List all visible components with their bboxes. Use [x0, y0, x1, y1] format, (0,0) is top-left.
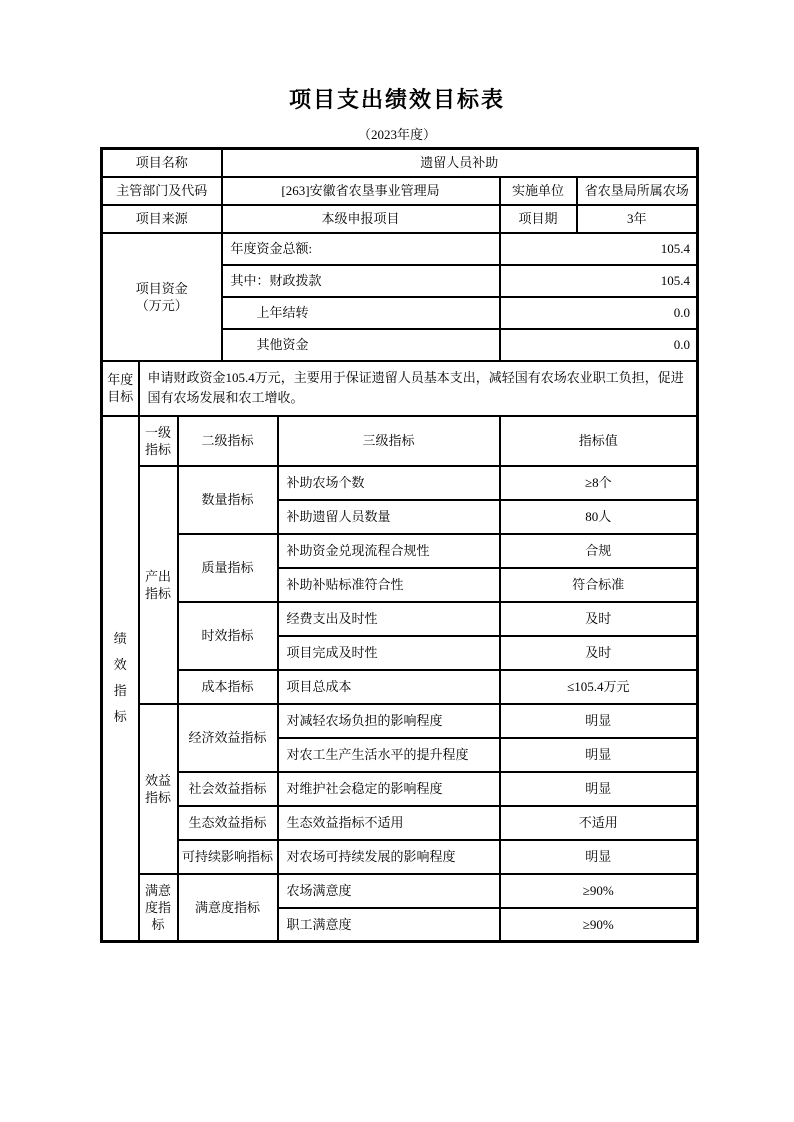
indicator-value: 及时 [500, 636, 698, 670]
funding-other-label: 其他资金 [222, 329, 500, 361]
funding-label-cell [102, 233, 222, 361]
period-label: 项目期 [500, 205, 577, 233]
department-label: 主管部门及代码 [102, 177, 222, 205]
header-l2: 二级指标 [178, 416, 278, 466]
project-name-value: 遗留人员补助 [222, 149, 698, 177]
page-subtitle: （2023年度） [357, 127, 436, 142]
indicator-row [102, 602, 698, 636]
impl-unit-value: 省农垦局所属农场 [577, 177, 698, 205]
l2-sustainable: 可持续影响指标 [178, 840, 278, 874]
impl-unit-label: 实施单位 [500, 177, 577, 205]
l3-item: 项目完成及时性 [278, 636, 500, 670]
l1-benefit-cell [139, 704, 178, 874]
l1-output-label: 产出指标 [144, 568, 171, 601]
indicator-value: ≥90% [500, 908, 698, 942]
indicator-value: ≤105.4万元 [500, 670, 698, 704]
annual-goal-label: 年度目标 [107, 372, 134, 404]
project-name-label: 项目名称 [102, 149, 222, 177]
l2-economic: 经济效益指标 [178, 704, 278, 772]
indicator-value: 及时 [500, 602, 698, 636]
l3-item: 补助农场个数 [278, 466, 500, 500]
indicator-value: 符合标准 [500, 568, 698, 602]
funding-carryover-value: 0.0 [500, 297, 698, 329]
l2-cost: 成本指标 [178, 670, 278, 704]
indicator-row [102, 670, 698, 704]
l3-item: 对维护社会稳定的影响程度 [278, 772, 500, 806]
l2-social: 社会效益指标 [178, 772, 278, 806]
indicator-row [102, 840, 698, 874]
l2-quantity: 数量指标 [178, 466, 278, 534]
indicator-value: 明显 [500, 840, 698, 874]
indicator-side-label: 绩效指标 [113, 631, 127, 725]
header-l3: 三级指标 [278, 416, 500, 466]
l3-item: 对农场可持续发展的影响程度 [278, 840, 500, 874]
l3-item: 农场满意度 [278, 874, 500, 908]
annual-goal-text: 申请财政资金105.4万元，主要用于保证遗留人员基本支出，减轻国有农场农业职工负担，促进国有农场发展和农工增收。 [139, 361, 698, 416]
indicator-row [102, 534, 698, 568]
row-annual-goal [102, 361, 698, 416]
row-funding-total [102, 233, 698, 265]
funding-fiscal-value: 105.4 [500, 265, 698, 297]
funding-total-label: 年度资金总额: [222, 233, 500, 265]
l3-item: 对农工生产生活水平的提升程度 [278, 738, 500, 772]
l3-item: 项目总成本 [278, 670, 500, 704]
funding-total-value: 105.4 [500, 233, 698, 265]
l3-item: 补助遗留人员数量 [278, 500, 500, 534]
l3-item: 职工满意度 [278, 908, 500, 942]
header-l1 [139, 416, 178, 466]
indicator-row [102, 704, 698, 738]
department-value: [263]安徽省农垦事业管理局 [222, 177, 500, 205]
indicator-side-cell [102, 416, 139, 942]
funding-fiscal-label: 其中：财政拨款 [222, 265, 500, 297]
indicator-row [102, 874, 698, 908]
indicator-value: 不适用 [500, 806, 698, 840]
indicator-value: 明显 [500, 738, 698, 772]
l2-quality: 质量指标 [178, 534, 278, 602]
indicator-value: 明显 [500, 772, 698, 806]
l2-timeliness: 时效指标 [178, 602, 278, 670]
row-project-name [102, 149, 698, 177]
indicator-value: 合规 [500, 534, 698, 568]
l1-satisfaction-cell [139, 874, 178, 942]
funding-other-value: 0.0 [500, 329, 698, 361]
indicator-row [102, 466, 698, 500]
l3-item: 补助补贴标准符合性 [278, 568, 500, 602]
indicator-row [102, 772, 698, 806]
period-value: 3年 [577, 205, 698, 233]
row-indicator-header [102, 416, 698, 466]
indicator-row [102, 806, 698, 840]
page-title: 项目支出绩效目标表 [288, 87, 505, 112]
l3-item: 对减轻农场负担的影响程度 [278, 704, 500, 738]
funding-carryover-label: 上年结转 [222, 297, 500, 329]
source-value: 本级申报项目 [222, 205, 500, 233]
funding-label-unit: （万元） [135, 297, 188, 313]
l1-benefit-label: 效益指标 [144, 772, 171, 805]
l2-satisfaction: 满意度指标 [178, 874, 278, 942]
indicator-value: ≥90% [500, 874, 698, 908]
header-l1-text: 一级指标 [144, 424, 171, 457]
l1-output-cell [139, 466, 178, 704]
funding-label: 项目资金 [135, 280, 188, 296]
row-source [102, 205, 698, 233]
indicator-value: 明显 [500, 704, 698, 738]
header-value: 指标值 [500, 416, 698, 466]
l1-satisfaction-label: 满意度指标 [144, 882, 171, 932]
l3-item: 经费支出及时性 [278, 602, 500, 636]
indicator-value: ≥8个 [500, 466, 698, 500]
row-department [102, 177, 698, 205]
performance-target-table [100, 147, 699, 943]
indicator-value: 80人 [500, 500, 698, 534]
l3-item: 补助资金兑现流程合规性 [278, 534, 500, 568]
annual-goal-label-cell [102, 361, 139, 416]
l3-item: 生态效益指标不适用 [278, 806, 500, 840]
source-label: 项目来源 [102, 205, 222, 233]
l2-ecological: 生态效益指标 [178, 806, 278, 840]
